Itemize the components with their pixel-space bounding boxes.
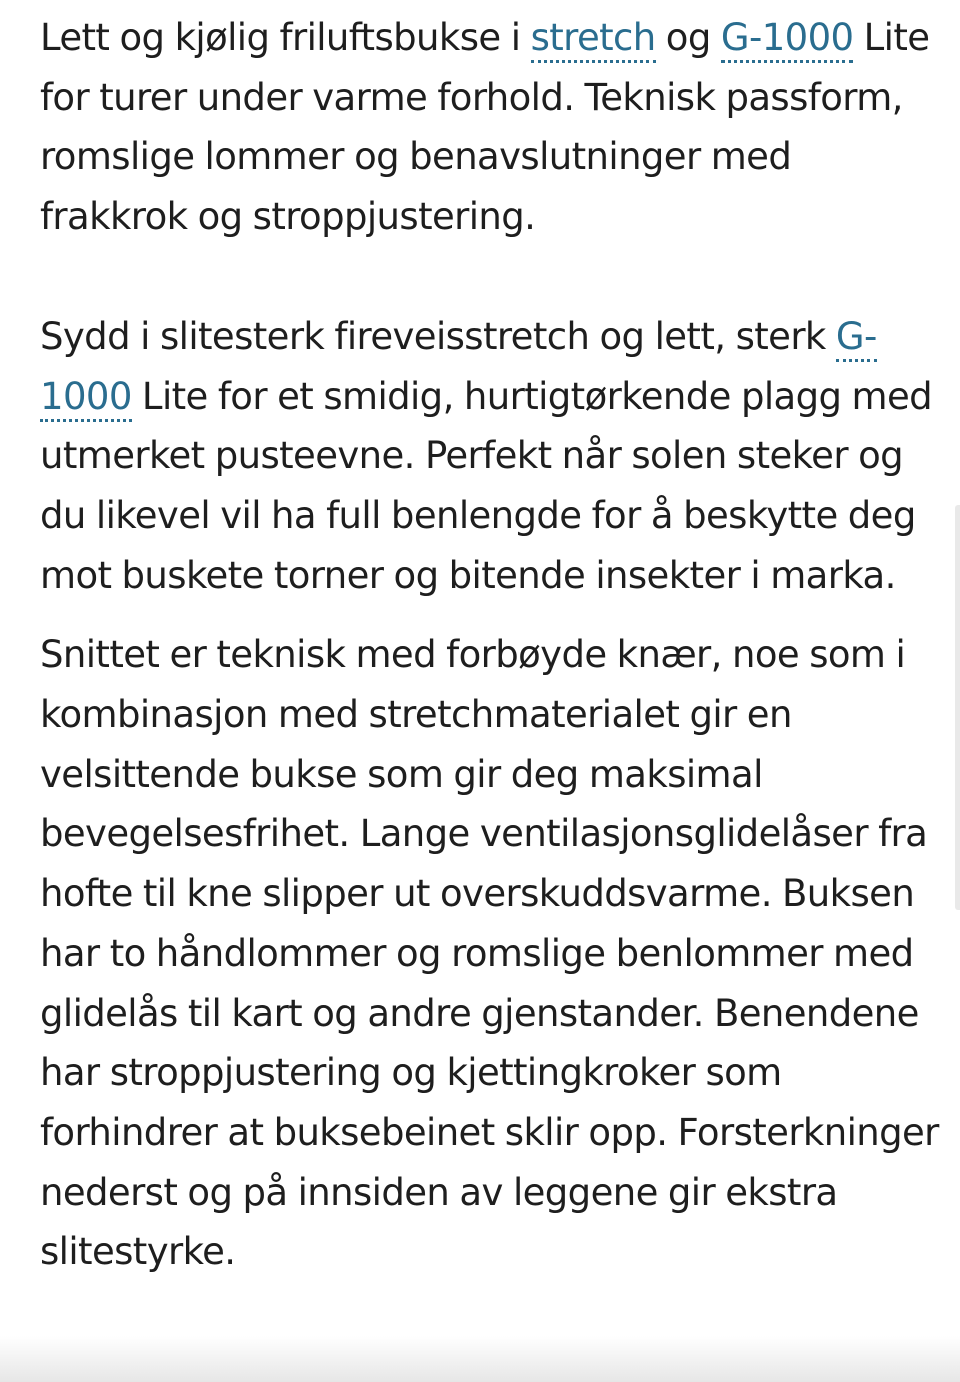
bottom-fade [0,1336,960,1382]
paragraph-text: Lite for et smidig, hurtigtørkende plagg med utmerket pusteevne. Perfekt når solen steker og du likevel vil ha full benlengde for å beskytte deg mot buskete torner og bitende insekter i marka. [40,374,933,597]
glossary-link-g1000[interactable]: G-1000 [40,315,877,422]
description-paragraph-material [40,307,940,606]
paragraph-text: Snittet er teknisk med forbøyde knær, noe som i kombinasjon med stretchmaterialet gir en velsittende bukse som gir deg maksimal bevegelsesfrihet. Lange ventilasjonsglidelåser fra hofte til kne slipper ut overskuddsvarme. Buksen har to håndlommer og romslige benlommer med glidelås til kart og andre gjenstander. Benendene har stroppjustering og kjettingkroker som forhindrer at buksebeinet sklir opp. Forsterkninger nederst og på innsiden av leggene gir ekstra slitestyrke. [40,633,939,1274]
description-paragraph-intro [40,8,940,247]
paragraph-text: Lite for turer under varme forhold. Teknisk passform, romslige lommer og benavslutninger med frakkrok og stroppjustering. [40,16,930,239]
description-paragraph-fit [40,625,940,1282]
product-description [40,8,940,1282]
paragraph-text: Lett og kjølig friluftsbukse i [40,16,531,59]
scrollbar-track[interactable] [955,505,960,910]
glossary-link-stretch[interactable]: stretch [531,16,656,63]
glossary-link-g1000[interactable]: G-1000 [721,16,854,63]
paragraph-text: og [655,16,721,59]
paragraph-text: Sydd i slitesterk fireveisstretch og lett, sterk [40,314,836,358]
